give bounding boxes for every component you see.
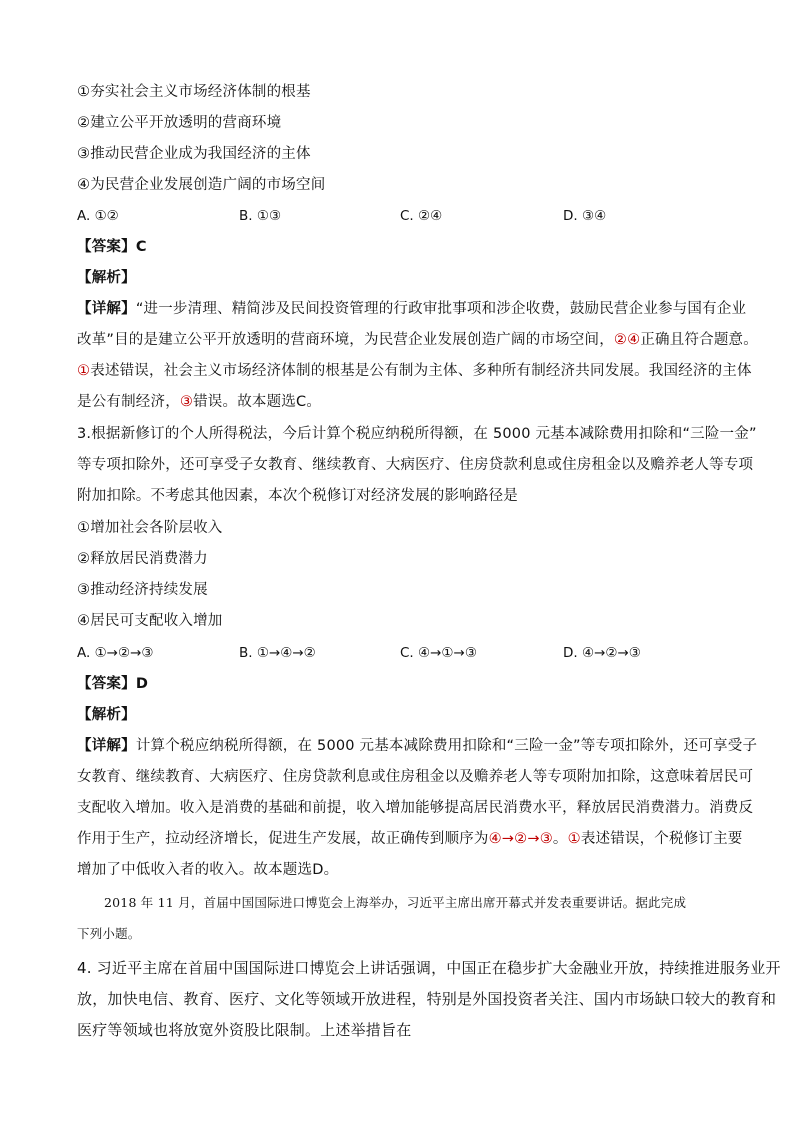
q2-statement-4: ④为民营企业发展创造广阔的市场空间 bbox=[77, 177, 326, 193]
q2-analysis-label: 【解析】 bbox=[77, 270, 136, 286]
q3-statement-1: ①增加社会各阶层收入 bbox=[77, 520, 223, 536]
detail-text: “进一步清理、精简涉及民间投资管理的行政审批事项和涉企收费，鼓励民营企业参与国有企业 bbox=[135, 301, 747, 317]
q3-detail-line-4: 作用于生产，拉动经济增长，促进生产发展，故正确传到顺序为④→②→③。①表述错误，个税修订主要 bbox=[77, 831, 743, 847]
q2-option-d: D. ③④ bbox=[563, 208, 607, 224]
q4-stem-line-2: 放，加快电信、教育、医疗、文化等领域开放进程，特别是外国投资者关注、国内市场缺口较大的教育和 bbox=[77, 990, 777, 1008]
q3-detail-line-5: 增加了中低收入者的收入。故本题选D。 bbox=[77, 862, 339, 878]
option-reference: ① bbox=[567, 831, 581, 847]
answer-value: D bbox=[135, 676, 149, 692]
q3-analysis-label: 【解析】 bbox=[77, 707, 136, 723]
option-reference: ③ bbox=[179, 394, 194, 410]
detail-label: 【详解】 bbox=[77, 738, 136, 754]
q3-stem-line-2: 等专项扣除外，还可享受子女教育、继续教育、大病医疗、住房贷款利息或住房租金以及赡养老人等专项 bbox=[77, 457, 754, 473]
answer-label: 【答案】 bbox=[77, 239, 136, 255]
q2-option-c: C. ②④ bbox=[400, 208, 443, 224]
q3-option-a: A. ①→②→③ bbox=[77, 645, 154, 661]
q3-stem-line-3: 附加扣除。不考虑其他因素，本次个税修订对经济发展的影响路径是 bbox=[77, 488, 518, 504]
q2-detail-line-4: 是公有制经济，③错误。故本题选C。 bbox=[77, 394, 322, 410]
q3-statement-4: ④居民可支配收入增加 bbox=[77, 613, 223, 629]
q2-statement-1: ①夯实社会主义市场经济体制的根基 bbox=[77, 84, 311, 100]
option-reference: ④→②→③ bbox=[488, 831, 553, 847]
detail-text: 计算个税应纳税所得额，在 5000 元基本减除费用扣除和“三险一金”等专项扣除外，还可享受子 bbox=[135, 738, 758, 754]
detail-label: 【详解】 bbox=[77, 301, 136, 317]
q2-statement-3: ③推动民营企业成为我国经济的主体 bbox=[77, 146, 311, 162]
q3-detail-line-1 bbox=[77, 736, 757, 756]
q2-option-b: B. ①③ bbox=[239, 208, 282, 224]
q2-detail-line-1 bbox=[77, 299, 746, 319]
q2-statement-2: ②建立公平开放透明的营商环境 bbox=[77, 115, 282, 131]
q2-options bbox=[77, 206, 637, 226]
answer-label: 【答案】 bbox=[77, 676, 136, 692]
q3-stem-line-1: 3.根据新修订的个人所得税法，今后计算个税应纳税所得额，在 5000 元基本减除费用扣除和“三险一金” bbox=[77, 426, 757, 442]
q2-detail-line-3: ①表述错误，社会主义市场经济体制的根基是公有制为主体、多种所有制经济共同发展。我国经济的主体 bbox=[77, 363, 752, 379]
q2-answer bbox=[77, 237, 147, 257]
option-reference: ②④ bbox=[613, 332, 641, 348]
material-line-1: 2018 年 11 月，首届中国国际进口博览会上海举办，习近平主席出席开幕式并发表重要讲话。据此完成 bbox=[104, 895, 687, 910]
answer-value: C bbox=[135, 239, 147, 255]
material-line-2: 下列小题。 bbox=[77, 926, 141, 941]
q3-option-d: D. ④→②→③ bbox=[563, 645, 641, 661]
q4-stem-line-1: 4. 习近平主席在首届中国国际进口博览会上讲话强调，中国正在稳步扩大金融业开放，持续推进服务业开 bbox=[77, 959, 781, 977]
q2-detail-line-2: 改革”目的是建立公平开放透明的营商环境，为民营企业发展创造广阔的市场空间，②④正确且符合题意。 bbox=[77, 332, 758, 348]
q3-statement-3: ③推动经济持续发展 bbox=[77, 582, 208, 598]
q3-option-c: C. ④→①→③ bbox=[400, 645, 477, 661]
q2-option-a: A. ①② bbox=[77, 208, 119, 224]
q4-stem-line-3: 医疗等领域也将放宽外资股比限制。上述举措旨在 bbox=[77, 1021, 412, 1039]
q3-options bbox=[77, 643, 677, 663]
q3-answer bbox=[77, 674, 148, 694]
option-reference: ① bbox=[77, 363, 91, 379]
q3-detail-line-2: 女教育、继续教育、大病医疗、住房贷款利息或住房租金以及赡养老人等专项附加扣除，这意味着居民可 bbox=[77, 769, 754, 785]
q3-detail-line-3: 支配收入增加。收入是消费的基础和前提，收入增加能够提高居民消费水平，释放居民消费潜力。消费反 bbox=[77, 800, 754, 816]
q3-option-b: B. ①→④→② bbox=[239, 645, 316, 661]
q3-statement-2: ②释放居民消费潜力 bbox=[77, 551, 208, 567]
